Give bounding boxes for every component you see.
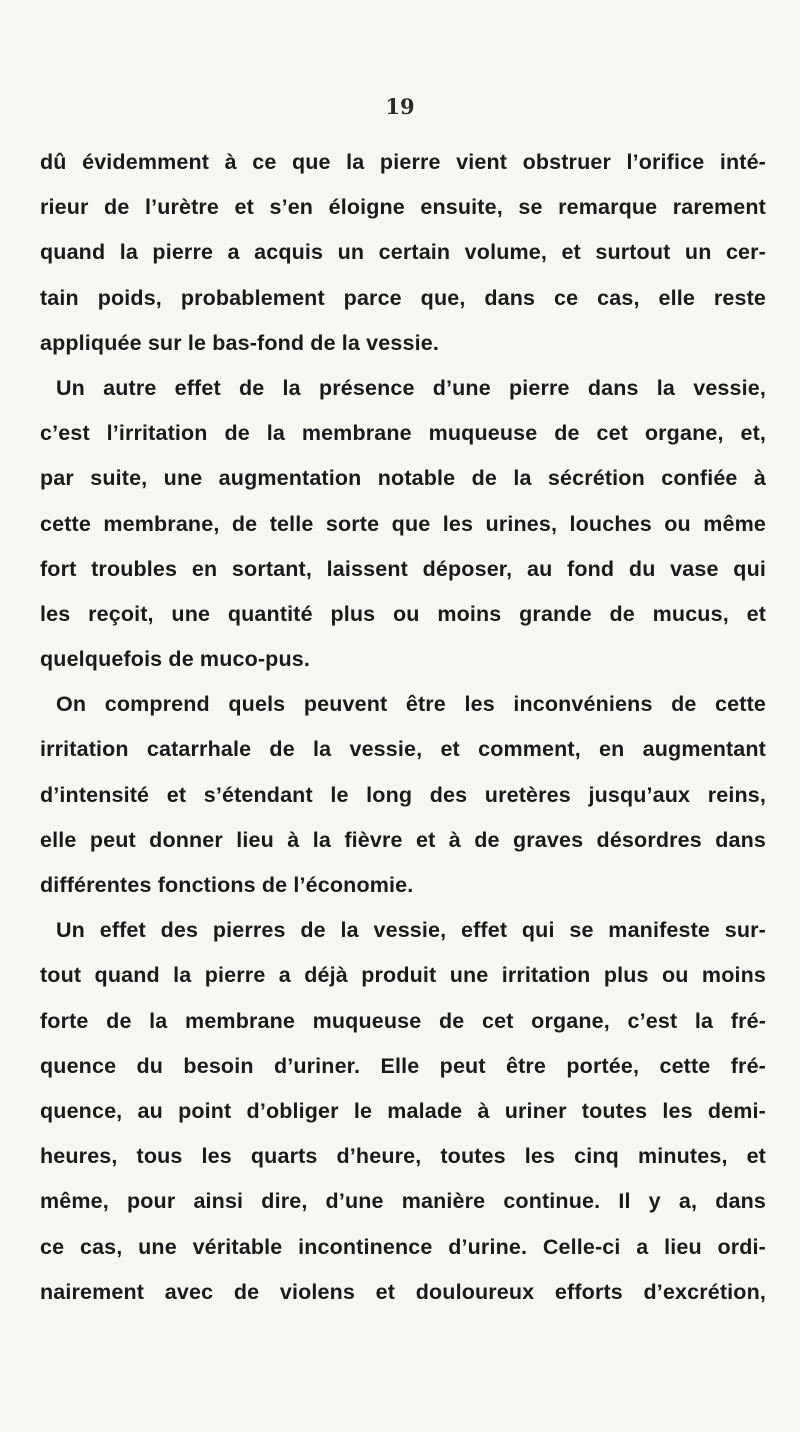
text-line: par suite, une augmentation notable de la sécrétion confiée à [40,466,766,491]
text-line: quence, au point d’obliger le malade à uriner toutes les demi- [40,1098,766,1123]
text-line: fort troubles en sortant, laissent déposer, au fond du vase qui [40,556,766,581]
text-line: tain poids, probablement parce que, dans ce cas, elle reste [40,285,766,310]
text-line: d’intensité et s’étendant le long des uretères jusqu’aux reins, [40,782,766,807]
text-line: tout quand la pierre a déjà produit une irritation plus ou moins [40,963,766,988]
text-line: appliquée sur le bas-fond de la vessie. [40,330,439,355]
text-line: Un effet des pierres de la vessie, effet qui se manifeste sur- [56,918,766,943]
text-line: même, pour ainsi dire, d’une manière continue. Il y a, dans [40,1189,766,1214]
text-line: Un autre effet de la présence d’une pierre dans la vessie, [56,375,766,400]
text-line: quand la pierre a acquis un certain volume, et surtout un cer- [40,240,766,265]
text-line: différentes fonctions de l’économie. [40,873,414,897]
text-line: rieur de l’urètre et s’en éloigne ensuite, se remarque rarement [40,195,766,220]
page-number: 19 [385,94,415,119]
text-line: heures, tous les quarts d’heure, toutes les cinq minutes, et [40,1144,766,1169]
text-line: c’est l’irritation de la membrane muqueuse de cet organe, et, [40,421,766,446]
text-line: quelquefois de muco-pus. [40,647,310,672]
text-line: dû évidemment à ce que la pierre vient obstruer l’orifice inté- [40,150,766,174]
text-line: forte de la membrane muqueuse de cet organe, c’est la fré- [40,1008,766,1033]
text-line: ce cas, une véritable incontinence d’urine. Celle-ci a lieu ordi- [40,1234,766,1259]
text-line: cette membrane, de telle sorte que les urines, louches ou même [40,511,766,536]
text-line: elle peut donner lieu à la fièvre et à de graves désordres dans [40,827,766,852]
text-line: les reçoit, une quantité plus ou moins grande de mucus, et [40,601,766,626]
text-line: irritation catarrhale de la vessie, et comment, en augmentant [40,737,766,762]
text-line: On comprend quels peuvent être les inconvéniens de cette [56,692,766,717]
text-line: quence du besoin d’uriner. Elle peut être portée, cette fré- [40,1053,766,1078]
body-text [40,140,766,1315]
text-line: nairement avec de violens et douloureux efforts d’excrétion, [40,1279,766,1304]
